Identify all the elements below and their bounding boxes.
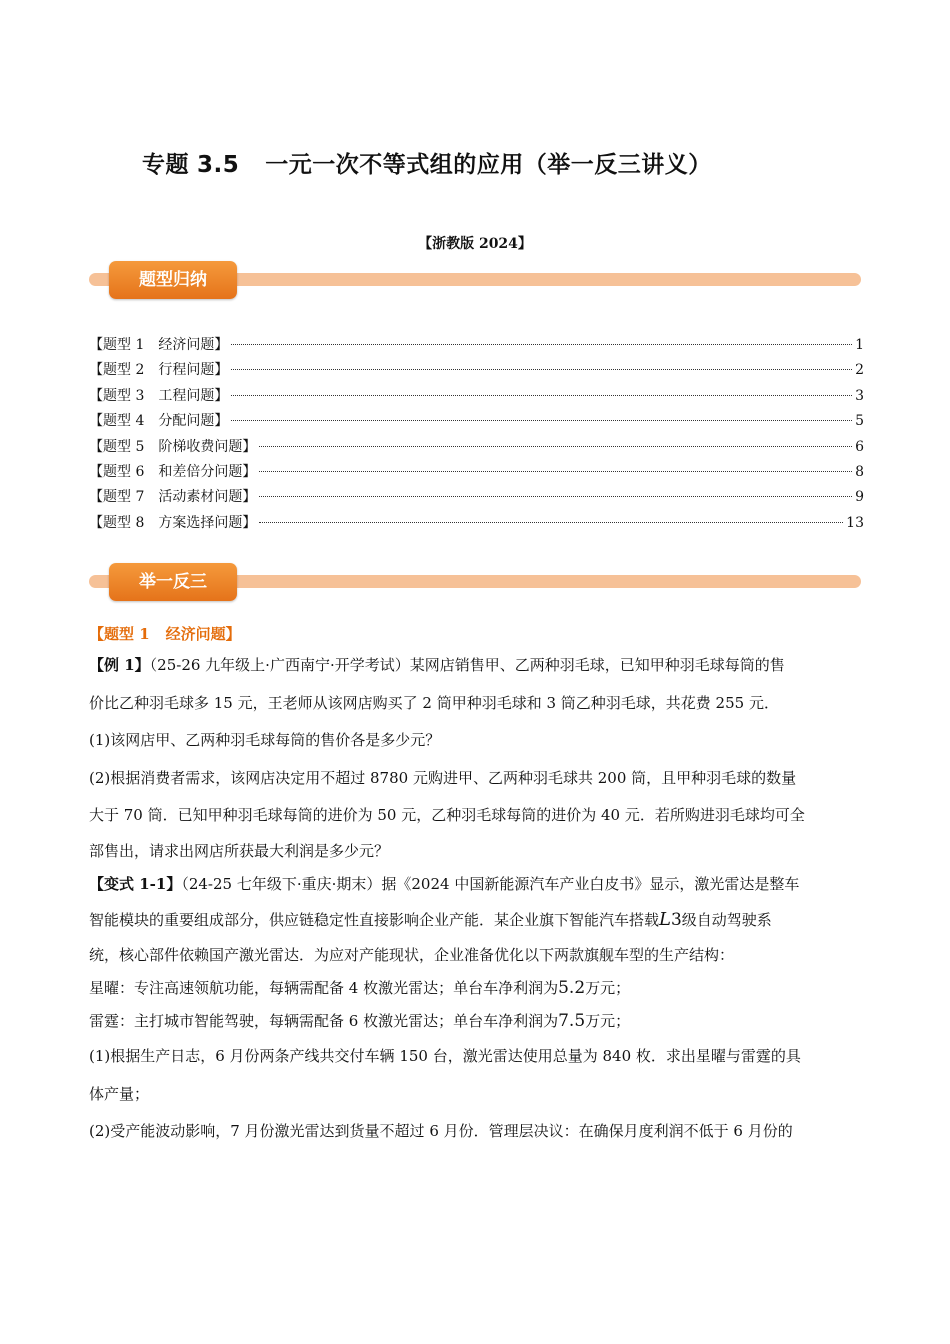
- math-number: 7.5: [558, 1011, 586, 1031]
- toc-item-label: 【题型 8 方案选择问题】: [89, 514, 257, 531]
- toc-leader: [259, 446, 852, 447]
- toc-item-label: 【题型 4 分配问题】: [89, 413, 229, 430]
- toc-item[interactable]: [89, 333, 864, 358]
- toc-item[interactable]: [89, 435, 864, 460]
- toc-item-page: 1: [855, 337, 864, 353]
- example-paragraph: [89, 647, 864, 685]
- text-span: 智能模块的重要组成部分，供应链稳定性直接影响企业产能．某企业旗下智能汽车搭载: [89, 910, 660, 929]
- toc-item-page: 8: [855, 463, 864, 480]
- toc-item[interactable]: [89, 460, 864, 485]
- toc-item[interactable]: [89, 358, 864, 383]
- text-line: （24-25 七年级下·重庆·期末）据《2024 中国新能源汽车产业白皮书》显示，激光雷达是整车: [181, 874, 800, 893]
- toc-item-label: 【题型 2 行程问题】: [89, 362, 229, 379]
- question-2-line: 大于 70 筒．已知甲种羽毛球每筒的进价为 50 元，乙种羽毛球每筒的进价为 40 元．若所购进羽毛球均可全: [89, 806, 805, 824]
- toc-item[interactable]: [89, 409, 864, 434]
- title-prefix: 专题: [142, 152, 189, 178]
- question-2-line: (2)根据消费者需求，该网店决定用不超过 8780 元购进甲、乙两种羽毛球共 200 筒，且甲种羽毛球的数量: [89, 768, 797, 787]
- math-variable: L: [659, 908, 671, 930]
- toc-item-page: 2: [855, 362, 864, 379]
- toc-leader: [231, 420, 852, 421]
- toc-item-page: 13: [846, 514, 864, 531]
- text-span: 级自动驾驶系: [681, 910, 772, 929]
- toc-item-page: 9: [855, 489, 864, 506]
- car-line: [89, 1005, 864, 1038]
- toc-leader: [259, 496, 852, 497]
- toc-item-label: 【题型 6 和差倍分问题】: [89, 463, 257, 480]
- toc-banner: [89, 261, 861, 301]
- text-line: （25-26 九年级上·广西南宁·开学考试）某网店销售甲、乙两种羽毛球，已知甲种羽毛球每筒的售: [149, 656, 785, 674]
- banner-tag: 举一反三: [109, 563, 237, 601]
- text-span: 雷霆：主打城市智能驾驶，每辆需配备 6 枚激光雷达；单台车净利润为: [89, 1012, 559, 1030]
- section-name: 经济问题】: [165, 625, 241, 643]
- toc-item-label: 【题型 1 经济问题】: [89, 337, 229, 353]
- example-label: 【例 1】: [89, 656, 150, 674]
- page-title: [142, 146, 842, 179]
- question-2-line: (2)受产能波动影响，7 月份激光雷达到货量不超过 6 月份．管理层决议：在确保月度利润不低于 6 月份的: [89, 1122, 793, 1140]
- toc-item-page: 3: [855, 387, 864, 404]
- toc-item-label: 【题型 3 工程问题】: [89, 387, 229, 404]
- toc-leader: [231, 369, 852, 370]
- text-span: 万元；: [585, 1012, 631, 1030]
- toc-item-page: 6: [855, 438, 864, 455]
- toc-item[interactable]: [89, 485, 864, 510]
- toc-item-label: 【题型 5 阶梯收费问题】: [89, 438, 257, 455]
- car-line: [89, 972, 864, 1005]
- section-heading: [89, 621, 864, 647]
- title-text: 一元一次不等式组的应用（举一反三讲义）: [265, 152, 712, 178]
- question-1: (1)该网店甲、乙两种羽毛球每筒的售价各是多少元？: [89, 731, 441, 749]
- text-line: 价比乙种羽毛球多 15 元，王老师从该网店购买了 2 筒甲种羽毛球和 3 筒乙种羽毛球，共花费 255 元．: [89, 693, 779, 712]
- toc-item[interactable]: [89, 511, 864, 536]
- question-2-line: 部售出，请求出网店所获最大利润是多少元？: [89, 841, 390, 860]
- banner-tag: 题型归纳: [109, 261, 237, 299]
- text-span: 万元；: [585, 979, 631, 997]
- practice-banner: [89, 563, 861, 603]
- text-span: 星曜：专注高速领航功能，每辆需配备 4 枚激光雷达；单台车净利润为: [89, 979, 559, 997]
- toc-item-page: 5: [855, 413, 864, 430]
- question-1-line: 体产量；: [89, 1084, 150, 1103]
- title-number: 3.5: [197, 152, 240, 178]
- main-content: [89, 621, 864, 1151]
- toc-leader: [231, 395, 852, 396]
- table-of-contents: [89, 333, 864, 536]
- toc-leader: [259, 471, 852, 472]
- variant-paragraph: [89, 868, 864, 901]
- edition-label: 【浙教版 2024】: [418, 236, 532, 252]
- math-number: 5.2: [558, 978, 586, 998]
- toc-leader: [259, 522, 843, 523]
- text-line: 统，核心部件依赖国产激光雷达．为应对产能现状，企业准备优化以下两款旗舰车型的生产结构：: [89, 946, 735, 964]
- math-number: 3: [670, 909, 682, 930]
- text-line: [89, 901, 864, 940]
- section-tag: 【题型 1: [89, 625, 150, 643]
- toc-item[interactable]: [89, 384, 864, 409]
- toc-leader: [231, 344, 852, 345]
- question-1-line: (1)根据生产日志，6 月份两条产线共交付车辆 150 台，激光雷达使用总量为 840 枚．求出星曜与雷霆的具: [89, 1047, 801, 1065]
- toc-item-label: 【题型 7 活动素材问题】: [89, 489, 257, 506]
- variant-label: 【变式 1-1】: [89, 874, 182, 893]
